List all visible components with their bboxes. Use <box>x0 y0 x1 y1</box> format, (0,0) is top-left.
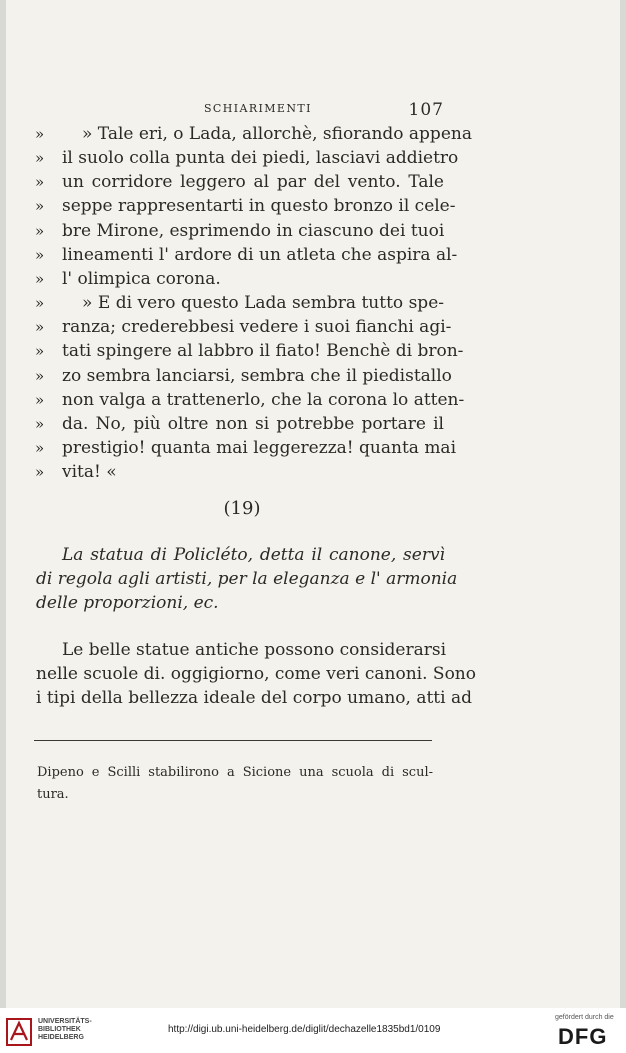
quote-marker: » <box>35 390 45 409</box>
running-head <box>204 100 444 118</box>
quote-line-text: ranza; crederebbesi vedere i suoi fianchi agi- <box>62 317 452 338</box>
quote-line-text: vita! « <box>62 462 117 483</box>
institution-name <box>38 1018 92 1042</box>
quote-line-text: un corridore leggero al par del vento. Tale <box>62 172 444 193</box>
body-line: i tipi della bellezza ideale del corpo umano, atti ad <box>36 688 472 708</box>
dfg-logo: DFG <box>558 1024 608 1049</box>
institution-line: BIBLIOTHEK <box>38 1026 81 1033</box>
body-line: nelle scuole di. oggigiorno, come veri canoni. Sono <box>36 664 476 684</box>
quote-line-text: bre Mirone, esprimendo in ciascuno dei tuoi <box>62 220 445 241</box>
quote-line-text: tati spingere al labbro il fiato! Benchè di bron- <box>62 341 464 362</box>
book-page <box>6 0 620 1008</box>
quote-line-text: da. No, più oltre non si potrebbe portare il <box>62 413 444 434</box>
quote-marker: » <box>35 318 45 337</box>
note-heading-line: di regola agli artisti, per la eleganza e l' armonia <box>36 569 458 589</box>
institution-line: HEIDELBERG <box>38 1034 84 1041</box>
footnote-rule <box>34 740 432 741</box>
quote-marker: » <box>35 125 45 143</box>
institution-line: UNIVERSITÄTS- <box>38 1018 92 1025</box>
quote-marker: » <box>35 294 45 313</box>
footnote-line: Dipeno e Scilli stabilirono a Sicione una scuola di scul- <box>37 765 433 780</box>
quote-line-text: » Tale eri, o Lada, allorchè, sfiorando appena <box>82 124 472 144</box>
quote-marker: » <box>35 463 45 482</box>
quote-line-text: il suolo colla punta dei piedi, lasciavi addietro <box>62 148 459 169</box>
quote-marker: » <box>35 414 45 433</box>
quote-marker: » <box>35 366 45 385</box>
quote-line-text: zo sembra lanciarsi, sembra che il piedistallo <box>62 365 452 386</box>
quote-marker: » <box>35 342 45 361</box>
quote-marker: » <box>35 173 45 192</box>
quote-line-text: lineamenti l' ardore di un atleta che aspira al- <box>62 244 458 265</box>
quote-marker: » <box>35 438 45 457</box>
quote-line-text: prestigio! quanta mai leggerezza! quanta mai <box>62 437 457 458</box>
quote-line-text: non valga a trattenerlo, che la corona lo atten- <box>62 389 465 410</box>
note-number: (19) <box>223 498 261 519</box>
quote-marker: » <box>35 245 45 264</box>
quote-line-text: seppe rappresentarti in questo bronzo il cele- <box>62 196 456 217</box>
note-heading-line: La statua di Policléto, detta il canone, servì <box>62 545 445 565</box>
quote-marker: » <box>35 269 45 288</box>
quote-line-text: l' olimpica corona. <box>62 268 221 289</box>
digitization-footer <box>0 1008 626 1053</box>
quote-marker: » <box>35 221 45 240</box>
quote-marker: » <box>35 197 45 216</box>
university-library-logo-icon <box>6 1018 32 1046</box>
quote-line-text: » E di vero questo Lada sembra tutto spe- <box>82 293 444 314</box>
quote-marker: » <box>35 149 45 168</box>
running-head-title: SCHIARIMENTI <box>204 102 312 115</box>
body-line: Le belle statue antiche possono considerarsi <box>62 640 447 660</box>
note-heading-line: delle proporzioni, ec. <box>36 593 219 613</box>
funded-by-label: gefördert durch die <box>555 1014 614 1021</box>
page-number: 107 <box>408 100 444 120</box>
footnote-line: tura. <box>37 787 69 802</box>
permalink-url[interactable]: http://digi.ub.uni-heidelberg.de/diglit/dechazelle1835bd1/0109 <box>168 1024 441 1035</box>
